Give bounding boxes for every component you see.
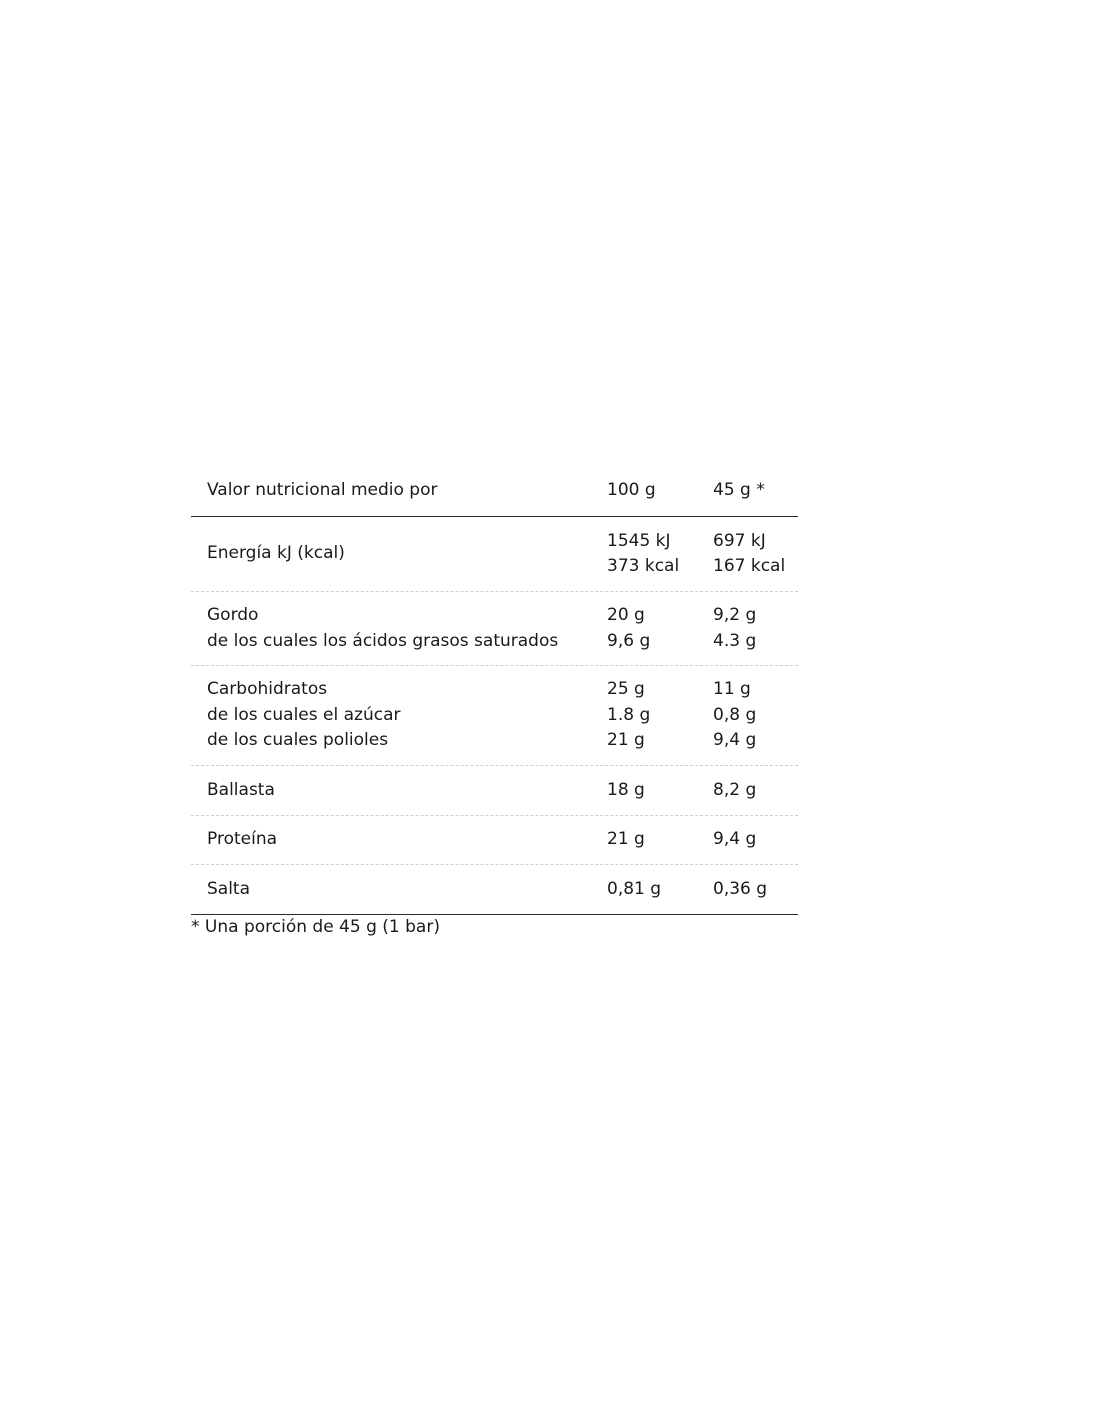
value-100g: 25 g <box>607 679 645 700</box>
row-label: Carbohidratos <box>207 679 328 700</box>
value-serving: 11 g <box>713 679 751 700</box>
row-label: Gordo <box>207 605 259 625</box>
row-sublabel: de los cuales polioles <box>207 730 389 751</box>
table-row-salt <box>191 865 798 915</box>
value-100g: 20 g <box>607 605 645 625</box>
value-serving: 9,4 g <box>713 730 757 751</box>
value-serving: 4.3 g <box>713 630 757 651</box>
row-sublabel: de los cuales el azúcar <box>207 704 401 725</box>
row-label: Energía kJ (kcal) <box>207 543 345 564</box>
value-100g: 1.8 g <box>607 704 651 725</box>
nutrition-table <box>191 466 798 940</box>
value-serving: 8,2 g <box>713 779 757 800</box>
value-100g: 373 kcal <box>607 556 680 576</box>
value-serving: 0,8 g <box>713 704 757 725</box>
table-row-fat <box>191 592 798 666</box>
value-serving: 0,36 g <box>713 878 768 899</box>
value-serving: 167 kcal <box>713 556 786 576</box>
row-sublabel: de los cuales los ácidos grasos saturados <box>207 630 559 651</box>
value-100g: 0,81 g <box>607 878 662 899</box>
value-100g: 1545 kJ <box>607 530 671 551</box>
row-label: Ballasta <box>207 779 275 800</box>
table-row-energy <box>191 517 798 592</box>
value-100g: 18 g <box>607 779 645 800</box>
row-label: Proteína <box>207 829 278 850</box>
table-row-protein <box>191 816 798 865</box>
value-100g: 9,6 g <box>607 630 651 651</box>
table-row-carbohydrates <box>191 666 798 766</box>
serving-footnote: * Una porción de 45 g (1 bar) <box>191 917 440 937</box>
table-header <box>191 466 798 517</box>
value-serving: 9,2 g <box>713 605 757 625</box>
header-per-serving: 45 g * <box>713 480 765 501</box>
header-label: Valor nutricional medio por <box>207 480 438 501</box>
value-100g: 21 g <box>607 730 645 751</box>
value-serving: 697 kJ <box>713 530 766 551</box>
header-per-100g: 100 g <box>607 480 656 501</box>
table-row-fiber <box>191 766 798 816</box>
row-label: Salta <box>207 878 251 899</box>
value-100g: 21 g <box>607 829 645 850</box>
value-serving: 9,4 g <box>713 829 757 850</box>
